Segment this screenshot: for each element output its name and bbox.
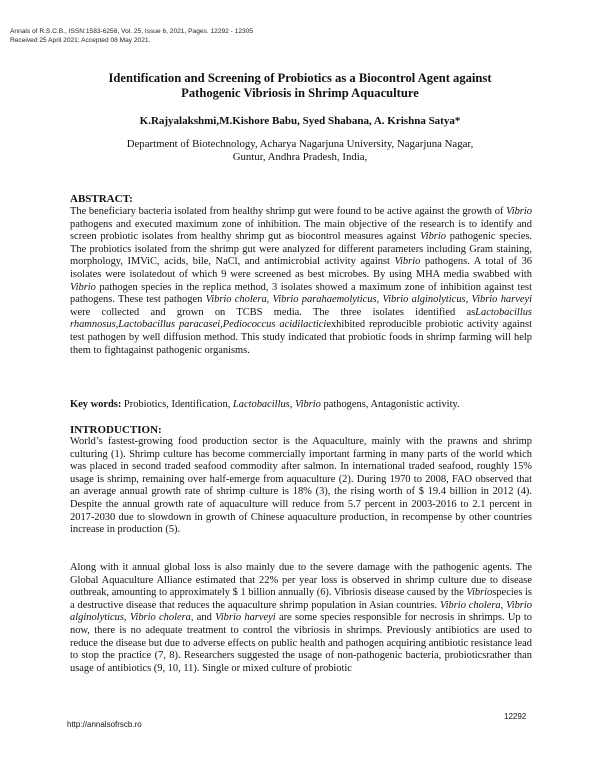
journal-header: Annals of R.S.C.B., ISSN:1583-6258, Vol. 25, Issue 6, 2021, Pages. 12292 - 12305: [10, 28, 254, 35]
intro-italic: Vibrio cholera: [440, 599, 501, 611]
intro-text: Along with it annual global loss is also mainly due to the severe damage with the pathogenic agents. The Global Aquaculture Alliance estimated that 22% per year loss is observed in shrimp culture due to disease outbreak, amounting to approximately $ 1 billion annually (6). Vibriosis disease caused by the: [70, 562, 532, 599]
keywords-text: pathogens, Antagonistic activity.: [320, 399, 460, 410]
title-line-1: Identification and Screening of Probiotics as a Biocontrol Agent against: [108, 71, 492, 85]
affiliation: [60, 138, 540, 164]
received-accepted-dates: Received 25 April 2021; Accepted 08 May 2021.: [10, 37, 151, 44]
paper-title: [40, 71, 560, 101]
abstract-italic: Vibrio: [506, 206, 532, 217]
abstract-text: exhibited reproducible probiotic activity against test pathogen by well diffusion method. This study indicated that probiotic foods in shrimp farming will help them to fightagainst pathogenic organisms.: [70, 319, 532, 356]
abstract-heading: ABSTRACT:: [70, 193, 133, 205]
keywords-label: Key words:: [70, 399, 122, 410]
abstract-italic: Vibrio cholera, Vibrio parahaemolyticus, Vibrio alginolyticus, Vibrio harveyi: [205, 294, 532, 306]
intro-text: ,: [123, 612, 130, 624]
author-list: K.Rajyalakshmi,M.Kishore Babu, Syed Shabana, A. Krishna Satya*: [139, 115, 461, 127]
intro-italic: Vibrio harveyi: [215, 612, 276, 624]
intro-text: species is a destructive disease that reduces the aquaculture shrimp population in Asian countries.: [70, 587, 532, 611]
journal-url: http://annalsofrscb.ro: [67, 720, 142, 729]
abstract-italic: Vibrio: [70, 281, 96, 293]
abstract-italic: Vibrio: [394, 256, 421, 268]
keywords-line: [70, 399, 550, 410]
affiliation-line-1: Department of Biotechnology, Acharya Nagarjuna University, Nagarjuna Nagar,: [126, 138, 474, 150]
abstract-paragraph: [70, 206, 532, 357]
introduction-paragraph-1: World’s fastest-growing food production sector is the Aquaculture, mainly with the prawns and shrimp culturing (1). Shrimp culture has become commercially important farming in many parts of the world which was placed in second traded seafood commodity after salmon. In international traded seafood, roughly 15% usage is shrimp, remaining over half-emerge from aquaculture (2). During 1970 to 2008, FAO observed that an average annual growth rate of shrimp culture is 18% (3), the rising worth of $ 19.4 billion in 2012 (4). Despite the annual growth rate of aquaculture will reduce from 5.7 percent in 2003-2016 to 2.1 percent in 2017-2030 due to slowdown in growth of Chinese aquaculture production, in recompense by other countries increase in production (5).: [70, 436, 532, 536]
introduction-heading: INTRODUCTION:: [70, 424, 162, 436]
page-number: 12292: [504, 712, 527, 721]
abstract-text: pathogens and executed maximum zone of inhibition. The main objective of the research is to identify and screen probiotic isolates from healthy shrimp gut as biocontrol measures against: [70, 218, 532, 243]
keywords-italic: Lactobacillus, Vibrio: [232, 399, 321, 410]
abstract-italic: Lactobacillus rhamnosus,Lactobacillus paracasei,Pediococcus acidilactici: [70, 306, 532, 331]
title-line-2: Pathogenic Vibriosis in Shrimp Aquaculture: [181, 86, 419, 100]
abstract-text: were collected and grown on TCBS media. The three isolates identified as: [70, 306, 476, 318]
intro-italic: Vibrio: [466, 587, 493, 599]
abstract-text: The beneficiary bacteria isolated from healthy shrimp gut were found to be active against the growth of: [70, 206, 507, 217]
affiliation-line-2: Guntur, Andhra Pradesh, India,: [232, 151, 368, 163]
intro-italic: Vibrio alginolyticus: [70, 599, 532, 624]
introduction-paragraph-2: [70, 562, 532, 675]
abstract-text: pathogen species in the replica method, 3 isolates showed a maximum zone of inhibition against test pathogens. These test pathogen: [70, 281, 532, 306]
abstract-text: pathogens. A total of 36 isolates were isolatedout of which 9 were screened as best microbes. By using MHA media swabbed with: [70, 256, 533, 280]
intro-text: , and: [190, 612, 216, 624]
intro-text: are some species responsible for necrosis in shrimps. Up to now, there is no adequate treatment to control the vibriosis in shrimps. Previously antibiotics are used to reduce the disease but due to adverse effects on public health and pathogen acquiring antibiotic resistance lead to stop the practice (7, 8). Researchers suggested the usage of non-pathogenic bacteria, probioticsrather than usage of antibiotics (9, 10, 11). Single or mixed culture of probiotic: [70, 612, 533, 674]
intro-italic: Vibrio cholera: [129, 612, 191, 624]
abstract-text: pathogenic species. The probiotics isolated from the shrimp gut were analyzed for different parameters including Gram staining, morphology, IMViC, acids, bile, NaCl, and antimicrobial activity against: [70, 231, 532, 268]
abstract-italic: Vibrio: [420, 231, 446, 243]
intro-text: ,: [500, 599, 507, 611]
keywords-text: Probiotics, Identification,: [121, 399, 233, 410]
